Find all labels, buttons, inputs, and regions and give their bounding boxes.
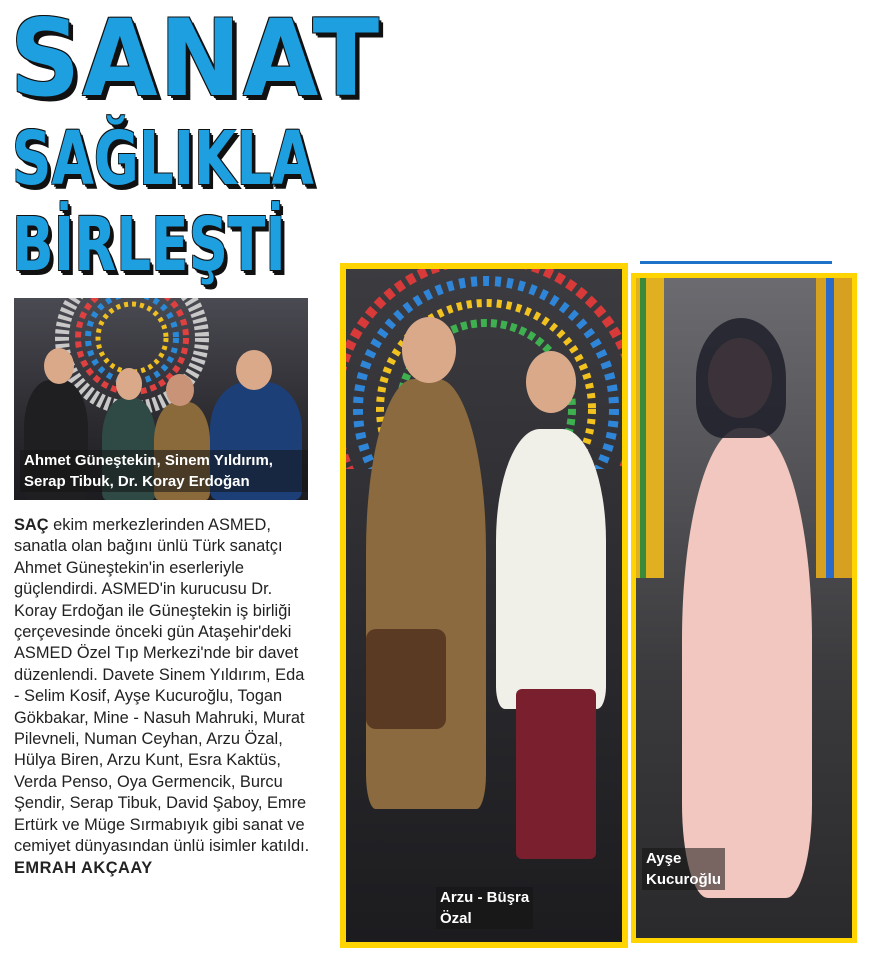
article-body [14, 515, 314, 879]
photo-1-caption-line-2: Serap Tibuk, Dr. Koray Erdoğan [24, 473, 250, 490]
section-rule [640, 261, 832, 264]
photo-3-caption-line-2: Kucuroğlu [646, 871, 721, 888]
article-text: ekim merkezlerinden ASMED, sanatla olan bağını ünlü Türk sanatçı Ahmet Güneştekin'in eserleriyle güçlendirdi. ASMED'in kurucusu Dr. Koray Erdoğan ile Güneştekin iş birliği çerçevesinde önceki gün Ataşehir'deki ASMED Özel Tıp Merkezi'nde bir davet düzenlendi. Davete Sinem Yıldırım, Eda - Selim Kosif, Ayşe Kucuroğlu, Togan Gökbakar, Mine - Nasuh Mahruki, Murat Pilevneli, Numan Ceyhan, Arzu Özal, Hülya Biren, Arzu Kunt, Esra Kaktüs, Verda Penso, Oya Germencik, Burcu Şendir, Serap Tibuk, David Şaboy, Emre Ertürk ve Müge Sırmabıyık gibi sanat ve cemiyet dünyasından ünlü isimler katıldı. [14, 516, 310, 856]
headline-line-2: SAĞLIKLA [12, 116, 314, 202]
photo-3-caption [642, 848, 725, 890]
article-byline: EMRAH AKÇAAY [14, 858, 153, 877]
photo-2-caption [436, 887, 533, 929]
group-photo [14, 298, 308, 500]
photo-2-caption-line-2: Özal [440, 910, 472, 927]
ayse-kucuroglu-photo [631, 273, 857, 943]
photo-2-caption-line-1: Arzu - Büşra [440, 889, 530, 906]
photo-3-caption-line-1: Ayşe [646, 850, 682, 867]
headline-line-3: BİRLEŞTİ [12, 202, 286, 288]
photo-1-caption-line-1: Ahmet Güneştekin, Sinem Yıldırım, [24, 452, 273, 469]
arzu-busra-photo [340, 263, 628, 948]
article-lead-word: SAÇ [14, 516, 49, 534]
headline-line-1: SANAT [10, 0, 381, 120]
photo-1-caption [20, 450, 308, 492]
